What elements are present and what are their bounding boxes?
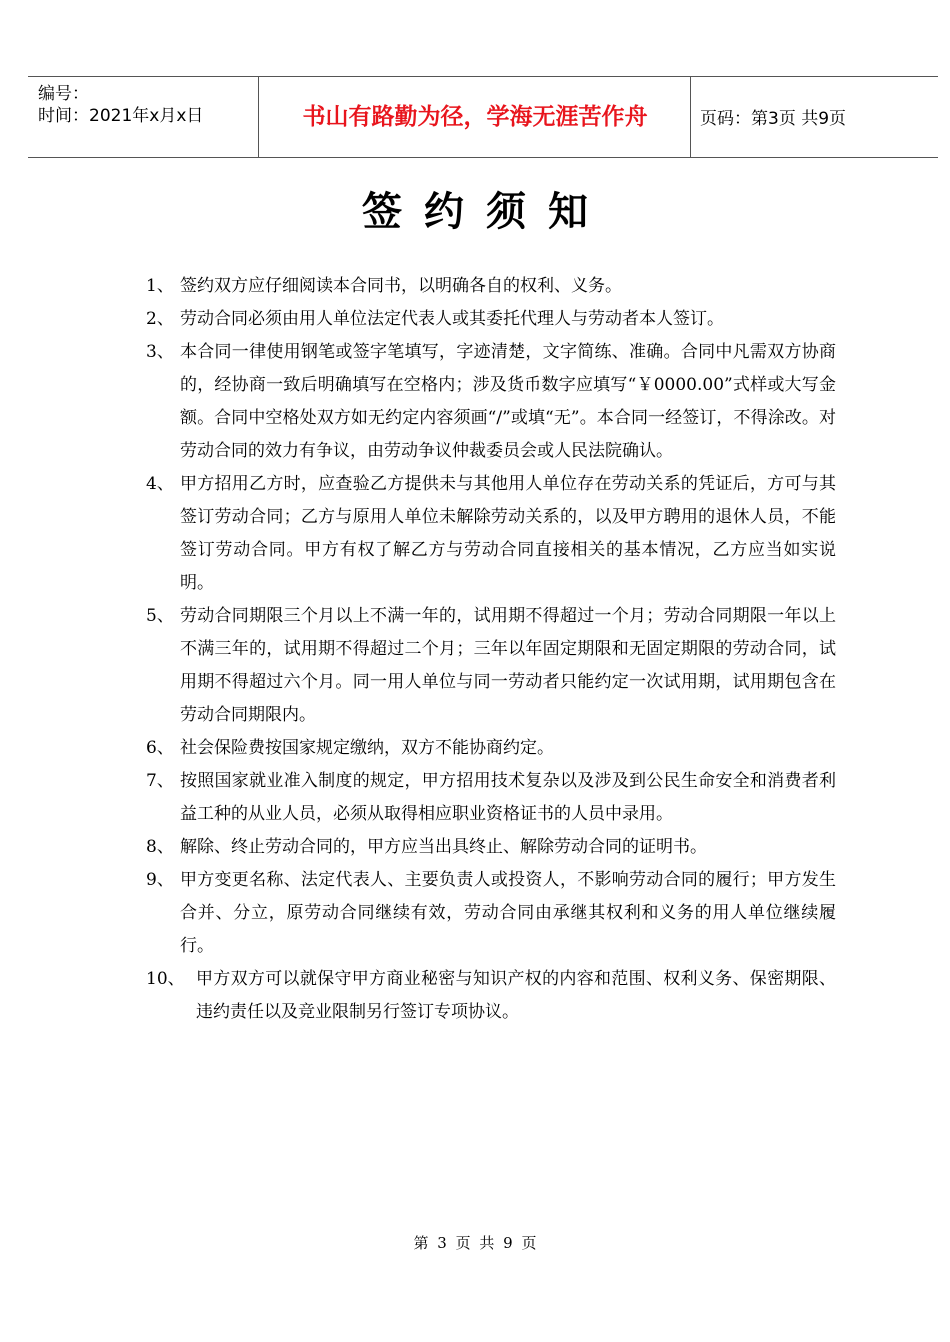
document-time-label: 时间：2021年x月x日 xyxy=(38,106,204,126)
notes-list xyxy=(146,270,836,1029)
page-header xyxy=(28,76,938,158)
list-item xyxy=(146,468,836,600)
item-number: 8、 xyxy=(146,837,174,857)
list-item xyxy=(146,270,836,303)
item-number: 6、 xyxy=(146,738,174,758)
item-number: 1、 xyxy=(146,276,174,296)
list-item xyxy=(146,303,836,336)
item-number: 7、 xyxy=(146,771,174,791)
list-item xyxy=(146,600,836,732)
item-text: 按照国家就业准入制度的规定，甲方招用技术复杂以及涉及到公民生命安全和消费者利益工种的从业人员，必须从取得相应职业资格证书的人员中录用。 xyxy=(180,771,836,824)
item-text: 劳动合同期限三个月以上不满一年的，试用期不得超过一个月；劳动合同期限一年以上不满三年的，试用期不得超过二个月；三年以年固定期限和无固定期限的劳动合同，试用期不得超过六个月。同一用人单位与同一劳动者只能约定一次试用期，试用期包含在劳动合同期限内。 xyxy=(180,606,836,725)
list-item xyxy=(146,864,836,963)
document-number-label: 编号： xyxy=(38,84,89,104)
item-number: 3、 xyxy=(146,342,174,362)
list-item xyxy=(146,963,836,1029)
item-text: 甲方变更名称、法定代表人、主要负责人或投资人，不影响劳动合同的履行；甲方发生合并、分立，原劳动合同继续有效，劳动合同由承继其权利和义务的用人单位继续履行。 xyxy=(180,870,836,956)
item-number: 9、 xyxy=(146,870,174,890)
item-text: 本合同一律使用钢笔或签字笔填写，字迹清楚，文字简练、准确。合同中凡需双方协商的，经协商一致后明确填写在空格内；涉及货币数字应填写“￥0000.00”式样或大写金额。合同中空格处双方如无约定内容须画“/”或填“无”。本合同一经签订，不得涂改。对劳动合同的效力有争议，由劳动争议仲裁委员会或人民法院确认。 xyxy=(180,342,836,461)
item-number: 10、 xyxy=(146,969,185,989)
item-number: 5、 xyxy=(146,606,174,626)
header-meta xyxy=(38,83,258,127)
header-divider-right xyxy=(690,77,691,157)
item-text: 劳动合同必须由用人单位法定代表人或其委托代理人与劳动者本人签订。 xyxy=(180,309,724,329)
page-title: 签约须知 xyxy=(362,189,610,235)
item-text: 甲方招用乙方时，应查验乙方提供未与其他用人单位存在劳动关系的凭证后，方可与其签订劳动合同；乙方与原用人单位未解除劳动关系的，以及甲方聘用的退休人员，不能签订劳动合同。甲方有权了解乙方与劳动合同直接相关的基本情况，乙方应当如实说明。 xyxy=(180,474,836,593)
header-divider-left xyxy=(258,77,259,157)
item-text: 签约双方应仔细阅读本合同书，以明确各自的权利、义务。 xyxy=(180,276,622,296)
list-item xyxy=(146,336,836,468)
header-motto: 书山有路勤为径，学海无涯苦作舟 xyxy=(302,104,648,130)
item-text: 社会保险费按国家规定缴纳，双方不能协商约定。 xyxy=(180,738,554,758)
item-text: 解除、终止劳动合同的，甲方应当出具终止、解除劳动合同的证明书。 xyxy=(180,837,707,857)
list-item xyxy=(146,732,836,765)
list-item xyxy=(146,831,836,864)
page-footer: 第 3 页 共 9 页 xyxy=(413,1234,537,1252)
item-number: 4、 xyxy=(146,474,174,494)
header-page-label: 页码：第3页 共9页 xyxy=(700,109,847,129)
item-number: 2、 xyxy=(146,309,174,329)
item-text: 甲方双方可以就保守甲方商业秘密与知识产权的内容和范围、权利义务、保密期限、违约责任以及竞业限制另行签订专项协议。 xyxy=(196,969,836,1022)
list-item xyxy=(146,765,836,831)
